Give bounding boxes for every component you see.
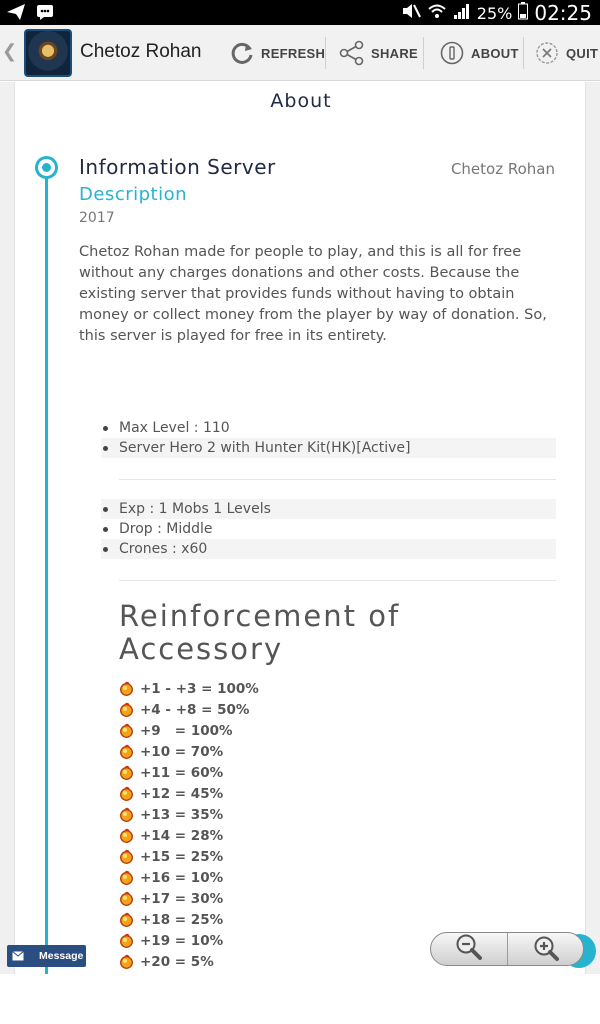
zoom-controls bbox=[430, 932, 584, 966]
action-bar bbox=[0, 25, 600, 81]
about-card bbox=[14, 82, 586, 974]
info-year: 2017 bbox=[79, 210, 115, 226]
reinforcement-rates-list bbox=[119, 678, 259, 972]
rate-item bbox=[119, 783, 259, 804]
close-icon bbox=[534, 40, 560, 66]
status-bar bbox=[0, 0, 600, 25]
app-logo-icon[interactable] bbox=[24, 29, 72, 77]
refresh-label: REFRESH bbox=[261, 45, 326, 61]
rate-text: +10 = 70% bbox=[140, 743, 224, 760]
fire-orb-icon bbox=[119, 723, 134, 738]
page-title: About bbox=[270, 90, 332, 112]
fire-orb-icon bbox=[119, 849, 134, 864]
rate-item bbox=[119, 930, 259, 951]
fire-orb-icon bbox=[119, 891, 134, 906]
timeline-line bbox=[45, 167, 48, 974]
send-icon bbox=[6, 3, 26, 25]
share-button[interactable] bbox=[339, 25, 418, 81]
signal-icon bbox=[453, 2, 471, 25]
bbm-icon bbox=[36, 4, 54, 24]
fire-orb-icon bbox=[119, 933, 134, 948]
rate-item bbox=[119, 762, 259, 783]
fire-orb-icon bbox=[119, 870, 134, 885]
rates-info-list bbox=[101, 499, 556, 559]
rate-item bbox=[119, 720, 259, 741]
zoom-out-button[interactable] bbox=[431, 933, 507, 965]
bottom-blank-area bbox=[0, 974, 600, 1024]
divider bbox=[523, 37, 524, 69]
reinforcement-title: Reinforcement of Accessory bbox=[119, 599, 401, 666]
info-subtitle: Description bbox=[79, 184, 188, 205]
about-button[interactable] bbox=[439, 25, 519, 81]
about-label: ABOUT bbox=[471, 45, 519, 61]
rate-text: +17 = 30% bbox=[140, 890, 224, 907]
rate-text: +9 = 100% bbox=[140, 722, 233, 739]
refresh-icon bbox=[229, 40, 255, 66]
refresh-button[interactable] bbox=[229, 25, 325, 81]
mail-icon bbox=[7, 945, 29, 967]
rate-text: +19 = 10% bbox=[140, 932, 224, 949]
rate-text: +18 = 25% bbox=[140, 911, 224, 928]
fire-orb-icon bbox=[119, 702, 134, 717]
rate-text: +4 - +8 = 50% bbox=[140, 701, 250, 718]
fire-orb-icon bbox=[119, 954, 134, 969]
server-info-list bbox=[101, 418, 556, 458]
divider bbox=[423, 37, 424, 69]
rate-item bbox=[119, 699, 259, 720]
rate-item bbox=[119, 951, 259, 972]
rate-text: +15 = 25% bbox=[140, 848, 224, 865]
quit-button[interactable] bbox=[534, 25, 598, 81]
app-title: Chetoz Rohan bbox=[80, 41, 202, 62]
rate-item bbox=[119, 804, 259, 825]
list-item: Exp : 1 Mobs 1 Levels bbox=[101, 499, 556, 519]
list-item: Crones : x60 bbox=[101, 539, 556, 559]
rate-item bbox=[119, 867, 259, 888]
info-icon bbox=[439, 40, 465, 66]
rate-item bbox=[119, 909, 259, 930]
fire-orb-icon bbox=[119, 681, 134, 696]
battery-percent: 25% bbox=[476, 3, 513, 23]
divider bbox=[325, 37, 326, 69]
fire-orb-icon bbox=[119, 828, 134, 843]
message-button[interactable] bbox=[7, 945, 86, 967]
list-item: Server Hero 2 with Hunter Kit(HK)[Active] bbox=[101, 438, 556, 458]
wifi-icon bbox=[427, 2, 447, 25]
share-icon bbox=[339, 40, 365, 66]
rate-item bbox=[119, 825, 259, 846]
mute-icon bbox=[401, 2, 421, 25]
fire-orb-icon bbox=[119, 765, 134, 780]
rate-text: +14 = 28% bbox=[140, 827, 224, 844]
rate-text: +11 = 60% bbox=[140, 764, 224, 781]
rate-item bbox=[119, 678, 259, 699]
rate-text: +20 = 5% bbox=[140, 953, 214, 970]
zoom-out-icon bbox=[454, 932, 484, 966]
share-label: SHARE bbox=[371, 45, 419, 61]
rate-text: +13 = 35% bbox=[140, 806, 224, 823]
divider bbox=[119, 580, 556, 581]
info-author: Chetoz Rohan bbox=[450, 160, 555, 178]
zoom-in-icon bbox=[530, 932, 560, 966]
fire-orb-icon bbox=[119, 912, 134, 927]
list-item: Drop : Middle bbox=[101, 519, 556, 539]
fire-orb-icon bbox=[119, 744, 134, 759]
clock: 02:25 bbox=[534, 1, 592, 25]
content-area[interactable] bbox=[0, 82, 600, 974]
timeline-dot-icon bbox=[35, 156, 58, 179]
message-label: Message bbox=[39, 950, 84, 962]
battery-icon bbox=[518, 2, 528, 25]
fire-orb-icon bbox=[119, 786, 134, 801]
divider bbox=[119, 479, 556, 480]
back-chevron-icon[interactable]: ❮ bbox=[2, 41, 18, 62]
info-title: Information Server bbox=[79, 155, 276, 179]
rate-item bbox=[119, 846, 259, 867]
rate-text: +12 = 45% bbox=[140, 785, 224, 802]
zoom-in-button[interactable] bbox=[507, 933, 584, 965]
quit-label: QUIT bbox=[566, 45, 599, 61]
rate-item bbox=[119, 888, 259, 909]
list-item: Max Level : 110 bbox=[101, 418, 556, 438]
rate-item bbox=[119, 741, 259, 762]
rate-text: +16 = 10% bbox=[140, 869, 224, 886]
rate-text: +1 - +3 = 100% bbox=[140, 680, 259, 697]
description-text: Chetoz Rohan made for people to play, and this is all for free without any charges donations and other costs. Because the existing server that provides funds without having to obtain money or collect money from the player by way of donation. So, this server is played for free in its entirety. bbox=[79, 244, 547, 344]
fire-orb-icon bbox=[119, 807, 134, 822]
